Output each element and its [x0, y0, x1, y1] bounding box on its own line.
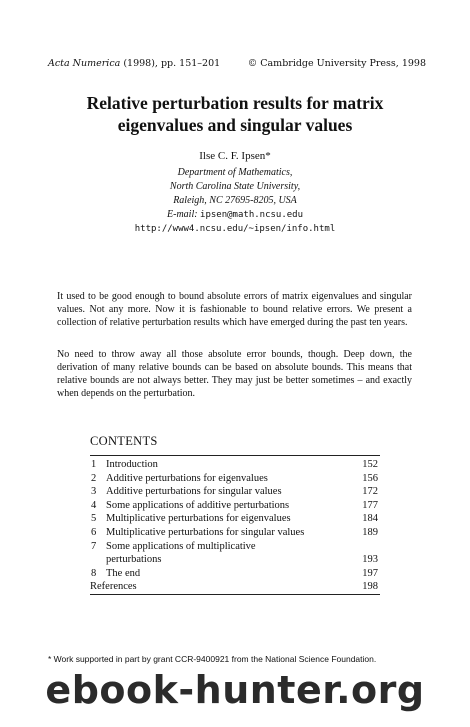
- contents-heading: CONTENTS: [90, 434, 158, 448]
- copyright-notice: © Cambridge University Press, 1998: [247, 58, 426, 69]
- toc-title: Introduction: [106, 456, 348, 472]
- toc-title: Additive perturbations for eigenvalues: [106, 472, 268, 484]
- title-line-1: Relative perturbation results for matrix: [86, 93, 384, 113]
- toc-title: Some applications of additive perturbations: [106, 499, 290, 511]
- author-name: Ilse C. F. Ipsen*: [199, 150, 271, 162]
- toc-title: Multiplicative perturbations for singular values: [106, 526, 305, 538]
- watermark-text: ebook-hunter.org: [45, 668, 425, 712]
- journal-name: Acta Numerica: [48, 58, 121, 69]
- affiliation-university: North Carolina State University,: [169, 181, 301, 192]
- toc-references-row: [90, 580, 380, 594]
- toc-title: Some applications of multiplicative: [106, 540, 256, 552]
- toc-row: [90, 540, 380, 554]
- toc-title: perturbations: [106, 554, 162, 566]
- toc-number: 2: [91, 472, 97, 484]
- toc-page: 193: [362, 554, 378, 566]
- funding-footnote: * Work supported in part by grant CCR-9400921 from the National Science Foundation.: [48, 654, 377, 664]
- abstract-paragraph-2: No need to throw away all those absolute error bounds, though. Deep down, the derivation of many relative bounds can be based on absolute bounds. This means that relative bounds are not always better. They may just be better sometimes – and exactly when depends on the perturbation.: [57, 349, 412, 399]
- toc-title: Multiplicative perturbations for eigenvalues: [106, 513, 291, 525]
- toc-page: [348, 540, 380, 554]
- toc-references-page: 198: [348, 580, 380, 594]
- toc-number: 6: [91, 526, 97, 538]
- toc-references-label: References: [90, 580, 348, 594]
- toc-title: Additive perturbations for singular values: [106, 486, 282, 498]
- email-label: E-mail:: [167, 209, 201, 220]
- email-address[interactable]: ipsen@math.ncsu.edu: [200, 210, 303, 220]
- abstract-paragraph-1: It used to be good enough to bound absolute errors of matrix eigenvalues and singular values. Not any more. Now it is fashionable to bound relative errors. We present a collection of relative perturbation results which have emerged during the past ten years.: [57, 291, 412, 328]
- toc-page: 172: [362, 486, 378, 498]
- affiliation-department: Department of Mathematics,: [177, 167, 293, 178]
- toc-row: [90, 567, 380, 581]
- toc-row: [90, 485, 380, 499]
- toc-number: 4: [91, 499, 97, 511]
- toc-row: [90, 472, 380, 486]
- toc-number: 7: [91, 540, 97, 552]
- toc-row: [90, 526, 380, 540]
- toc-page: 152: [348, 456, 380, 472]
- toc-page: 184: [362, 513, 378, 525]
- journal-citation: [48, 58, 220, 69]
- toc-number: 8: [91, 567, 97, 579]
- toc-page: 197: [362, 567, 378, 579]
- toc-row: [90, 456, 380, 472]
- toc-number: 3: [91, 486, 97, 498]
- toc-page: 189: [362, 526, 378, 538]
- toc-title: The end: [106, 567, 141, 579]
- toc-page: 156: [362, 472, 378, 484]
- toc-number: 5: [91, 513, 97, 525]
- affiliation-email: [0, 208, 470, 222]
- toc-row: [90, 512, 380, 526]
- toc-row: [90, 499, 380, 513]
- journal-volume-pages: (1998), pp. 151–201: [120, 58, 221, 69]
- homepage-url[interactable]: http://www4.ncsu.edu/~ipsen/info.html: [134, 224, 336, 234]
- title-line-2: eigenvalues and singular values: [117, 115, 353, 135]
- toc-page: 177: [362, 499, 378, 511]
- paper-title: [0, 92, 470, 136]
- toc-row: [90, 553, 380, 567]
- table-of-contents: [90, 455, 380, 595]
- affiliation-address: Raleigh, NC 27695-8205, USA: [173, 195, 297, 206]
- author-affiliation: [0, 166, 470, 236]
- toc-number: 1: [90, 456, 106, 472]
- toc-number: [90, 553, 106, 567]
